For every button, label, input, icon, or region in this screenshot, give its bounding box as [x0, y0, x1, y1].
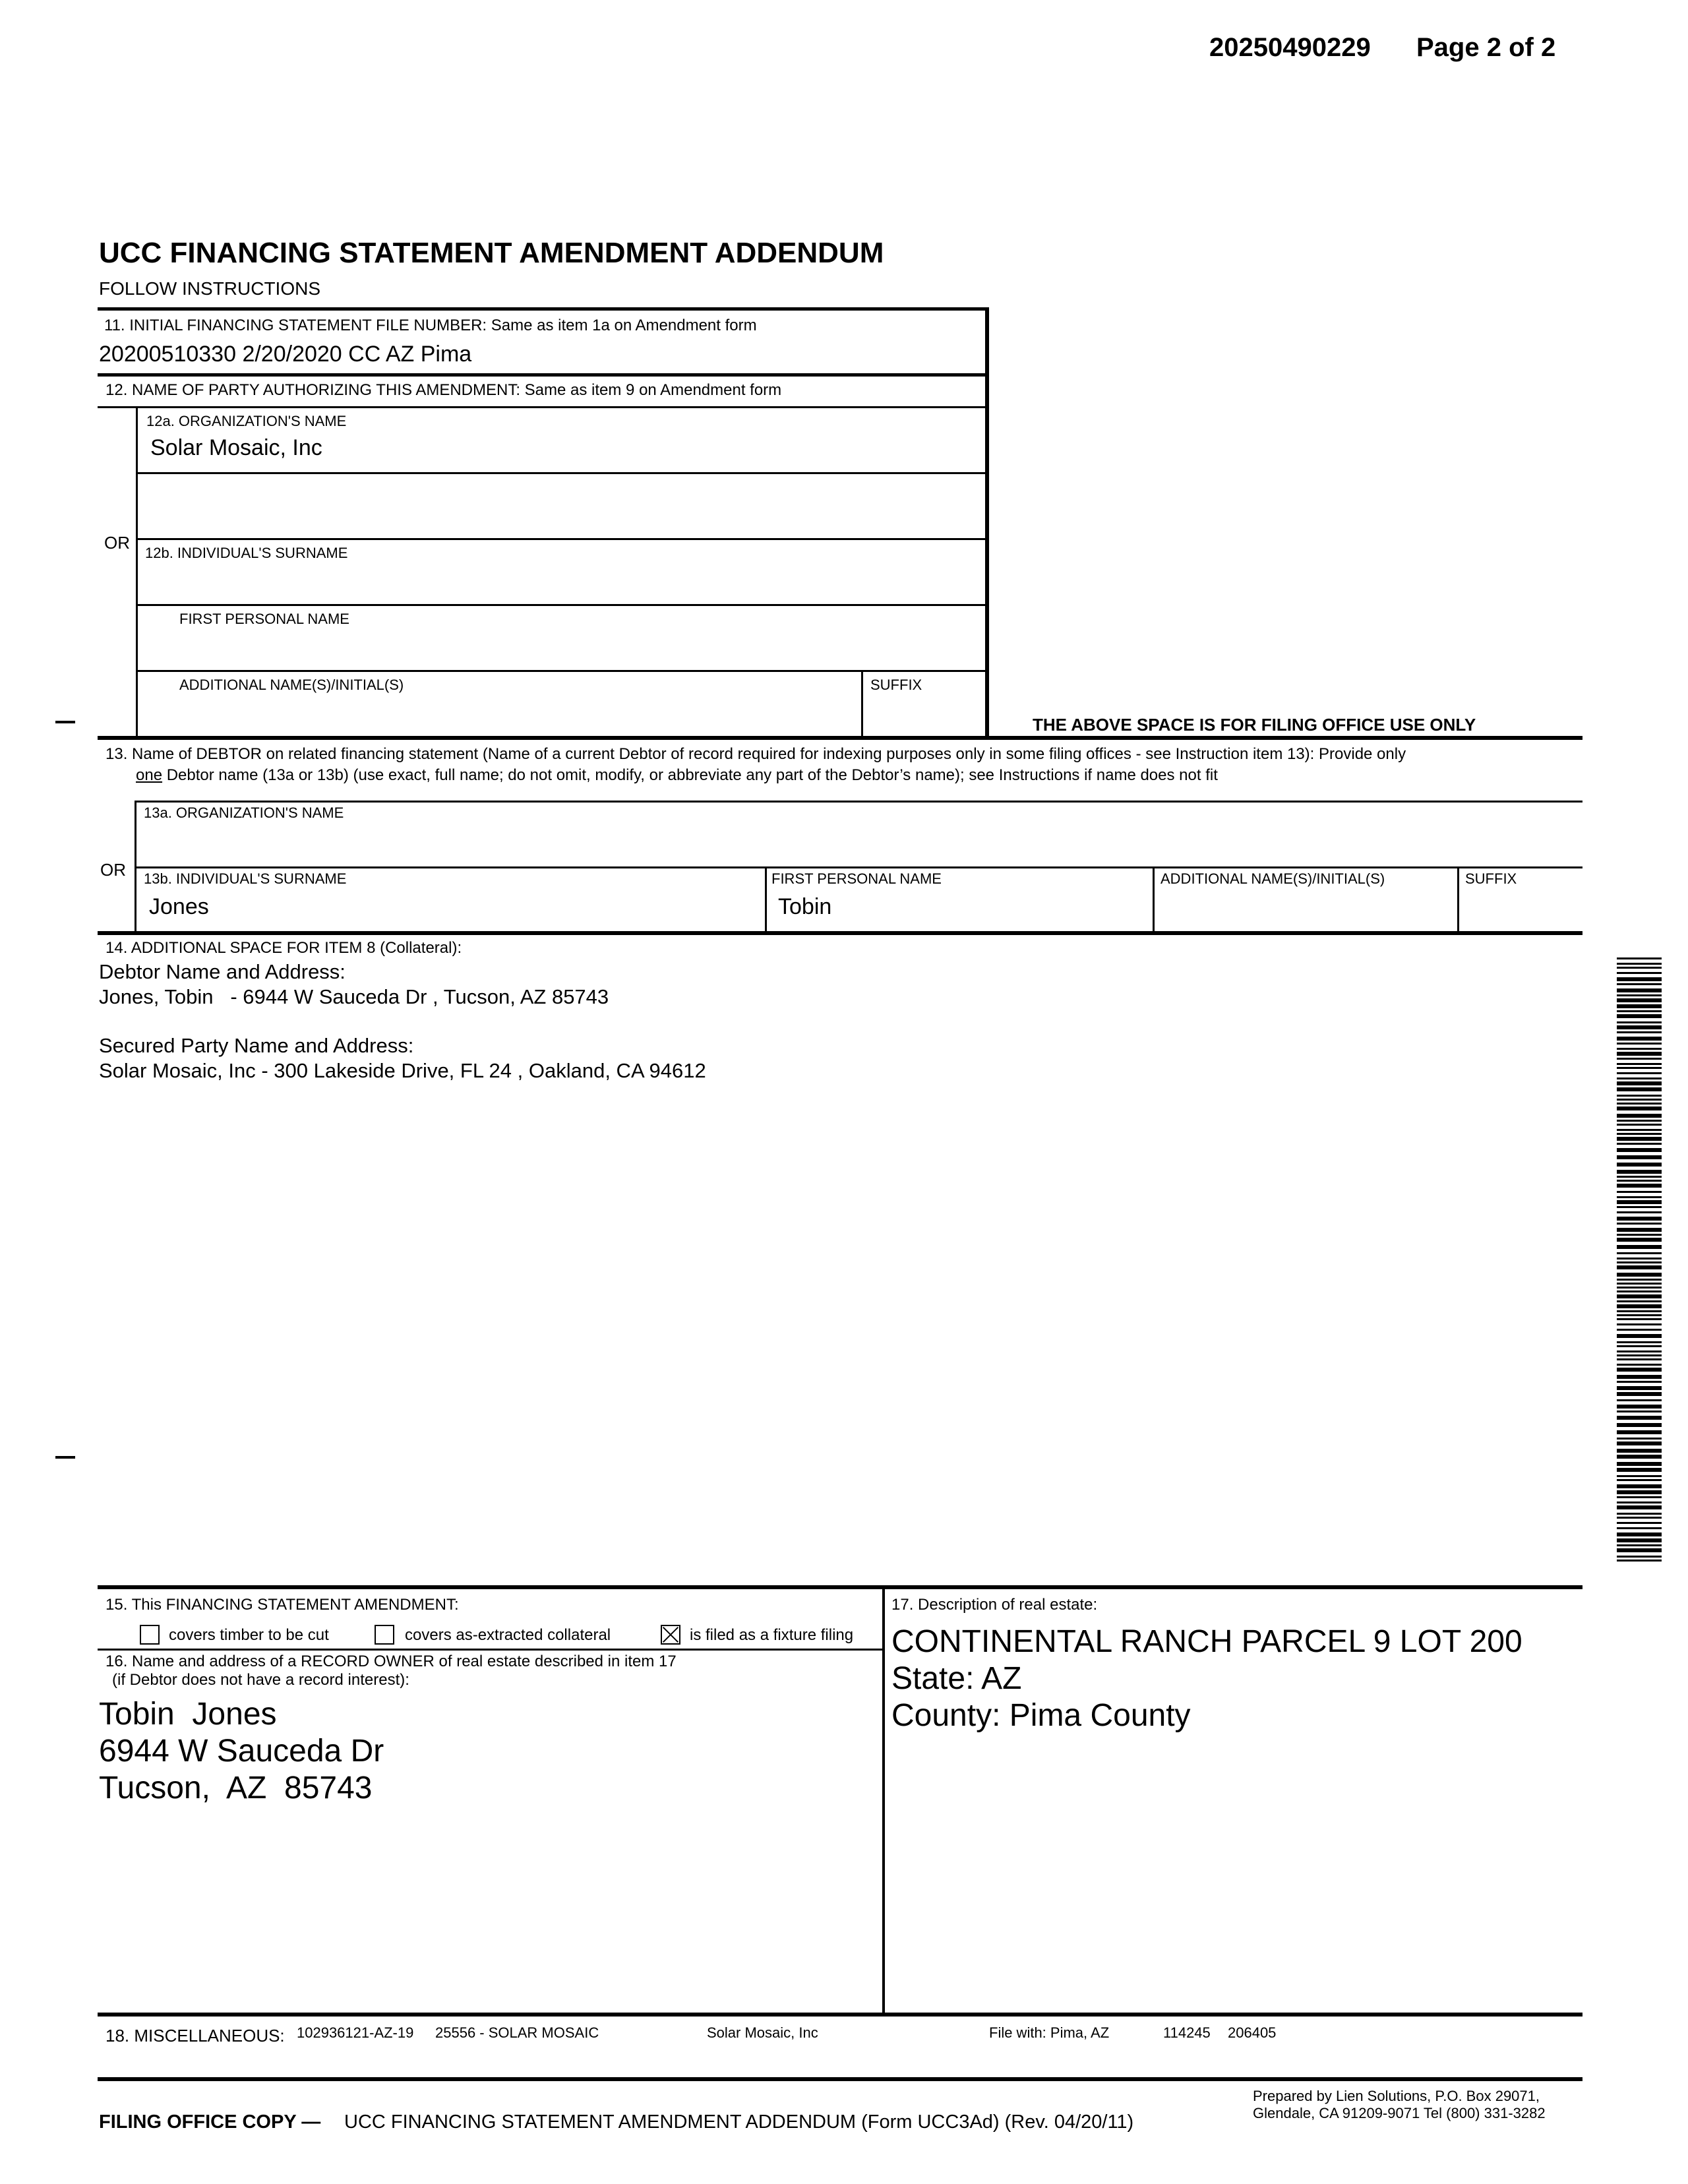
barcode-bar: [1617, 1430, 1662, 1434]
item14-debtor-heading: Debtor Name and Address:: [99, 960, 346, 983]
divider: [136, 538, 989, 540]
item14-secured-heading: Secured Party Name and Address:: [99, 1034, 414, 1057]
barcode-bar: [1617, 1556, 1662, 1558]
barcode-bar: [1617, 1410, 1662, 1412]
barcode-bar: [1617, 1043, 1662, 1045]
misc-num2: 206405: [1228, 2024, 1277, 2041]
barcode-bar: [1617, 1368, 1662, 1372]
barcode-bar: [1617, 1310, 1662, 1312]
item12a-label: 12a. ORGANIZATION'S NAME: [146, 413, 347, 429]
divider: [98, 373, 989, 377]
barcode-bar: [1617, 1273, 1662, 1277]
barcode-bar: [1617, 1544, 1662, 1546]
misc-file-with: File with: Pima, AZ: [989, 2024, 1110, 2041]
barcode-bar: [1617, 1314, 1662, 1316]
barcode-bar: [1617, 1265, 1662, 1269]
item12-label: 12. NAME OF PARTY AUTHORIZING THIS AMENDMENT: Same as item 9 on Amendment form: [106, 381, 782, 399]
file-number: 20250490229: [1209, 33, 1371, 62]
suffix-divider: [861, 670, 863, 736]
item13-label-line2: [136, 768, 1218, 783]
barcode-bar: [1617, 1133, 1662, 1135]
item13a-label: 13a. ORGANIZATION'S NAME: [144, 804, 344, 821]
barcode-bar: [1617, 988, 1662, 992]
barcode-bar: [1617, 1527, 1662, 1529]
barcode-bar: [1617, 1375, 1662, 1379]
barcode-bar: [1617, 1087, 1662, 1091]
item11-value: 20200510330 2/20/2020 CC AZ Pima: [99, 342, 472, 367]
barcode-bar: [1617, 1176, 1662, 1178]
barcode-bar: [1617, 977, 1662, 981]
barcode-bar: [1617, 1014, 1662, 1018]
fixture-filing-label: is filed as a fixture filing: [690, 1626, 854, 1644]
barcode-bar: [1617, 1170, 1662, 1174]
misc-party: Solar Mosaic, Inc: [707, 2024, 818, 2041]
barcode-bar: [1617, 1184, 1662, 1188]
timber-checkbox[interactable]: [140, 1625, 160, 1645]
barcode-bar: [1617, 1490, 1662, 1494]
barcode-bar: [1617, 1252, 1662, 1254]
barcode-bar: [1617, 1502, 1662, 1503]
barcode-bar: [1617, 1475, 1662, 1477]
barcode-bar: [1617, 1228, 1662, 1232]
barcode-bar: [1617, 1238, 1662, 1242]
barcode-bar: [1617, 1323, 1662, 1325]
barcode-bar: [1617, 1191, 1662, 1193]
barcode-bar: [1617, 1067, 1662, 1069]
barcode-bar: [1617, 1223, 1662, 1225]
barcode-bar: [1617, 1479, 1662, 1481]
box-top-line: [98, 307, 989, 311]
barcode-bar: [1617, 1329, 1662, 1331]
as-extracted-checkbox[interactable]: [375, 1625, 394, 1645]
item14-debtor-value: Jones, Tobin - 6944 W Sauceda Dr , Tucson, AZ 85743: [99, 985, 609, 1008]
barcode-bar: [1617, 1438, 1662, 1440]
barcode-bar: [1617, 1063, 1662, 1065]
page-indicator: Page 2 of 2: [1416, 33, 1556, 62]
real-estate-line1: CONTINENTAL RANCH PARCEL 9 LOT 200: [891, 1624, 1522, 1659]
barcode-bar: [1617, 1441, 1662, 1445]
barcode-bars: [1617, 957, 1662, 1562]
barcode-bar: [1617, 1381, 1662, 1383]
barcode-bar: [1617, 1449, 1662, 1453]
margin-tick: [55, 1456, 75, 1459]
barcode-bar: [1617, 1217, 1662, 1221]
barcode-bar: [1617, 1148, 1662, 1152]
item12b-label: 12b. INDIVIDUAL'S SURNAME: [145, 545, 348, 561]
item16-label-line2: (if Debtor does not have a record interest):: [112, 1671, 409, 1689]
barcode-bar: [1617, 1081, 1662, 1085]
column-divider: [1457, 866, 1459, 932]
item13-suffix-label: SUFFIX: [1465, 870, 1517, 887]
barcode-bar: [1617, 1129, 1662, 1131]
misc-code: 25556 - SOLAR MOSAIC: [435, 2024, 599, 2041]
barcode-bar: [1617, 1532, 1662, 1536]
section-line: [98, 736, 1582, 740]
barcode-bar: [1617, 963, 1662, 965]
barcode-bar: [1617, 1287, 1662, 1289]
barcode-bar: [1617, 1261, 1662, 1263]
barcode-bar: [1617, 1048, 1662, 1050]
barcode-bar: [1617, 1341, 1662, 1343]
filing-office-note: THE ABOVE SPACE IS FOR FILING OFFICE USE ONLY: [1033, 715, 1476, 735]
item17-label: 17. Description of real estate:: [891, 1596, 1098, 1614]
barcode-bar: [1617, 1334, 1662, 1338]
divider: [98, 1649, 884, 1651]
barcode-bar: [1617, 1163, 1662, 1167]
barcode-bar: [1617, 1318, 1662, 1320]
barcode-bar: [1617, 1058, 1662, 1060]
barcode: [1617, 957, 1662, 1563]
barcode-bar: [1617, 1234, 1662, 1236]
item12-suffix-label: SUFFIX: [870, 677, 922, 693]
barcode-bar: [1617, 1124, 1662, 1126]
section-line: [98, 931, 1582, 935]
item12-left-border: [136, 406, 138, 736]
barcode-bar: [1617, 1517, 1662, 1519]
item13b-label: 13b. INDIVIDUAL'S SURNAME: [144, 870, 347, 887]
barcode-bar: [1617, 1455, 1662, 1459]
margin-tick: [55, 721, 75, 723]
barcode-bar: [1617, 1095, 1662, 1097]
barcode-bar: [1617, 1462, 1662, 1466]
barcode-bar: [1617, 1143, 1662, 1145]
footer-form-name: UCC FINANCING STATEMENT AMENDMENT ADDENDUM (Form UCC3Ad) (Rev. 04/20/11): [344, 2111, 1134, 2133]
barcode-bar: [1617, 1037, 1662, 1041]
barcode-bar: [1617, 1103, 1662, 1105]
fixture-filing-checkbox[interactable]: [661, 1625, 680, 1645]
barcode-bar: [1617, 957, 1662, 959]
barcode-bar: [1617, 994, 1662, 996]
barcode-bar: [1617, 998, 1662, 1002]
item13-one: one: [136, 766, 163, 784]
item12-additional-label: ADDITIONAL NAME(S)/INITIAL(S): [179, 677, 404, 693]
record-owner-city: Tucson, AZ 85743: [99, 1771, 373, 1805]
barcode-bar: [1617, 1505, 1662, 1509]
barcode-bar: [1617, 1513, 1662, 1515]
misc-ref: 102936121-AZ-19: [297, 2024, 414, 2041]
barcode-bar: [1617, 1304, 1662, 1308]
footer-copy-label: FILING OFFICE COPY —: [99, 2111, 321, 2133]
barcode-bar: [1617, 1522, 1662, 1524]
barcode-bar: [1617, 1468, 1662, 1472]
barcode-bar: [1617, 1025, 1662, 1029]
barcode-bar: [1617, 1290, 1662, 1292]
footer-line: [98, 2077, 1582, 2081]
divider: [136, 801, 1582, 803]
barcode-bar: [1617, 1405, 1662, 1409]
barcode-bar: [1617, 1196, 1662, 1198]
item16-label-line1: 16. Name and address of a RECORD OWNER of real estate described in item 17: [106, 1653, 677, 1670]
follow-instructions: FOLLOW INSTRUCTIONS: [99, 278, 321, 299]
barcode-bar: [1617, 1416, 1662, 1420]
record-owner-name: Tobin Jones: [99, 1697, 277, 1732]
divider: [136, 604, 989, 606]
barcode-bar: [1617, 1021, 1662, 1023]
barcode-bar: [1617, 1200, 1662, 1204]
barcode-bar: [1617, 1077, 1662, 1079]
barcode-bar: [1617, 1496, 1662, 1498]
column-divider: [765, 866, 767, 932]
barcode-bar: [1617, 1072, 1662, 1074]
item14-label: 14. ADDITIONAL SPACE FOR ITEM 8 (Collateral):: [106, 939, 462, 957]
barcode-bar: [1617, 1484, 1662, 1488]
item13b-value: Jones: [149, 894, 209, 919]
item15-label: 15. This FINANCING STATEMENT AMENDMENT:: [106, 1596, 459, 1614]
item13-additional-label: ADDITIONAL NAME(S)/INITIAL(S): [1160, 870, 1385, 887]
barcode-bar: [1617, 1538, 1662, 1542]
barcode-bar: [1617, 1004, 1662, 1008]
barcode-bar: [1617, 1206, 1662, 1208]
real-estate-line3: County: Pima County: [891, 1698, 1191, 1733]
barcode-bar: [1617, 1364, 1662, 1366]
barcode-bar: [1617, 1354, 1662, 1356]
section-line: [98, 2013, 1582, 2017]
column-divider: [1153, 866, 1155, 932]
real-estate-line2: State: AZ: [891, 1661, 1022, 1696]
barcode-bar: [1617, 1052, 1662, 1056]
barcode-bar: [1617, 1137, 1662, 1141]
item13-label-rest: Debtor name (13a or 13b) (use exact, full name; do not omit, modify, or abbreviate any part of the Debtor’s name); see Instructions if name does not fit: [162, 766, 1218, 784]
item13-first-label: FIRST PERSONAL NAME: [771, 870, 942, 887]
barcode-bar: [1617, 1300, 1662, 1302]
barcode-bar: [1617, 1180, 1662, 1182]
item12-first-label: FIRST PERSONAL NAME: [179, 611, 349, 627]
barcode-bar: [1617, 1560, 1662, 1562]
as-extracted-label: covers as-extracted collateral: [405, 1626, 611, 1644]
prepared-by-line1: Prepared by Lien Solutions, P.O. Box 29071,: [1253, 2088, 1540, 2104]
barcode-bar: [1617, 1211, 1662, 1213]
barcode-bar: [1617, 1392, 1662, 1396]
item11-label: 11. INITIAL FINANCING STATEMENT FILE NUMBER: Same as item 1a on Amendment form: [104, 317, 757, 334]
record-owner-street: 6944 W Sauceda Dr: [99, 1734, 384, 1769]
item18-label: 18. MISCELLANEOUS:: [106, 2026, 285, 2046]
divider: [136, 866, 1582, 868]
item12a-value: Solar Mosaic, Inc: [150, 435, 322, 460]
barcode-bar: [1617, 1399, 1662, 1401]
barcode-bar: [1617, 1358, 1662, 1360]
barcode-bar: [1617, 1258, 1662, 1259]
barcode-bar: [1617, 1114, 1662, 1118]
divider: [136, 472, 989, 474]
divider: [98, 406, 989, 408]
barcode-bar: [1617, 1548, 1662, 1552]
barcode-bar: [1617, 1294, 1662, 1298]
barcode-bar: [1617, 1283, 1662, 1285]
barcode-bar: [1617, 967, 1662, 969]
timber-label: covers timber to be cut: [169, 1626, 329, 1644]
barcode-bar: [1617, 1245, 1662, 1249]
item12-or: OR: [104, 533, 130, 553]
barcode-bar: [1617, 972, 1662, 974]
barcode-bar: [1617, 1279, 1662, 1281]
section-line: [98, 1585, 1582, 1589]
barcode-bar: [1617, 1345, 1662, 1347]
item13-first-value: Tobin: [778, 894, 832, 919]
misc-num1: 114245: [1163, 2024, 1211, 2041]
barcode-bar: [1617, 1120, 1662, 1122]
item14-secured-value: Solar Mosaic, Inc - 300 Lakeside Drive, FL 24 , Oakland, CA 94612: [99, 1059, 706, 1082]
item13-label-line1: 13. Name of DEBTOR on related financing statement (Name of a current Debtor of record required for indexing purposes only in some filing offices - see Instruction item 13): Provide only: [106, 745, 1406, 763]
item13-or: OR: [100, 860, 126, 880]
barcode-bar: [1617, 1423, 1662, 1427]
barcode-bar: [1617, 1031, 1662, 1033]
barcode-bar: [1617, 1386, 1662, 1390]
form-title: UCC FINANCING STATEMENT AMENDMENT ADDENDUM: [99, 237, 884, 269]
box-right-border: [985, 307, 989, 737]
prepared-by-line2: Glendale, CA 91209-9071 Tel (800) 331-3282: [1253, 2105, 1546, 2121]
barcode-bar: [1617, 1010, 1662, 1012]
barcode-bar: [1617, 1350, 1662, 1352]
barcode-bar: [1617, 1099, 1662, 1101]
barcode-bar: [1617, 1155, 1662, 1159]
barcode-bar: [1617, 1107, 1662, 1110]
barcode-bar: [1617, 983, 1662, 985]
